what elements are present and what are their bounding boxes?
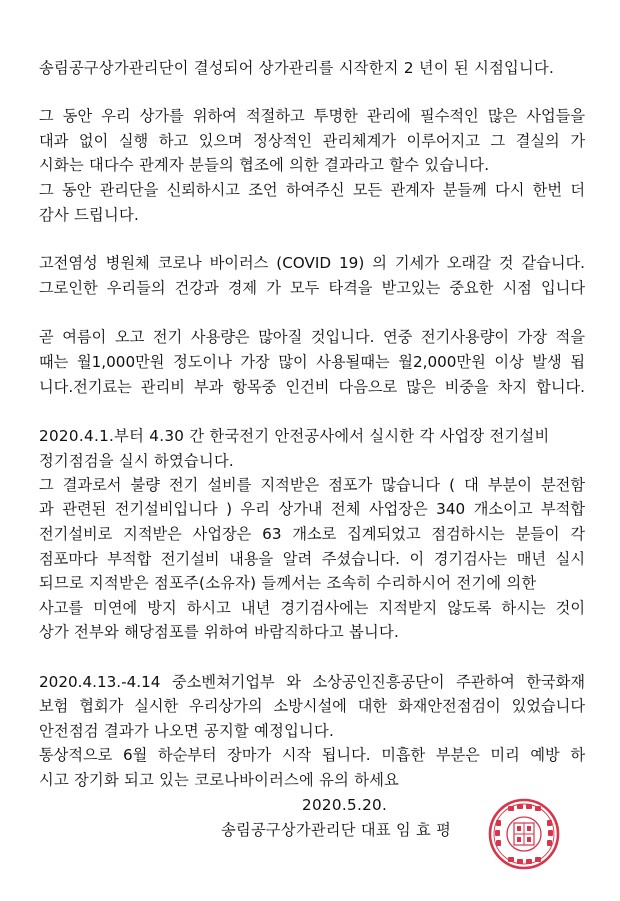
official-seal-stamp — [487, 797, 561, 871]
text-line: 2020.4.1.부터 4.30 간 한국전기 안전공사에서 실시한 각 사업장 전기설비 — [39, 427, 550, 445]
text-line: 그 동안 관리단을 신뢰하시고 조언 하여주신 모든 관계자 분들께 다시 한번 더 — [39, 181, 585, 199]
text-line: 안전점검 결과가 나오면 공지할 예정입니다. — [39, 722, 335, 740]
text-line: 전기설비로 지적받은 사업장은 63 개소로 집계되었고 점검하시는 분들이 각 — [39, 525, 585, 543]
text-line: 사고를 미연에 방지 하시고 내년 경기검사에는 지적받지 않도록 하시는 것이 — [39, 599, 585, 617]
text-line: 2020.4.13.-4.14 중소벤쳐기업부 와 소상공인진흥공단이 주관하여 한국화재 — [39, 673, 585, 691]
signature-date: 2020.5.20. — [302, 796, 388, 814]
text-line: 감사 드립니다. — [39, 206, 140, 224]
text-line: 보험 협회가 실시한 우리상가의 소방시설에 대한 화재안전점검이 있었습니다 — [39, 697, 585, 715]
text-line: 시고 장기화 되고 있는 코로나바이러스에 유의 하세요 — [39, 771, 400, 789]
text-line: 시화는 대다수 관계자 분들의 협조에 의한 결과라고 할수 있습니다. — [39, 156, 490, 174]
text-line: 정기점검을 실시 하였습니다. — [39, 452, 235, 470]
text-line: 그 동안 우리 상가를 위하여 적절하고 투명한 관리에 필수적인 많은 사업들을 — [39, 107, 585, 125]
text-line: 그 결과로서 불량 전기 설비를 지적받은 점포가 많습니다 ( 대 부분이 분전함 — [39, 476, 585, 494]
text-line: 그로인한 우리들의 건강과 경제 가 모두 타격을 받고있는 중요한 시점 입니다 — [39, 279, 585, 297]
text-line: 통상적으로 6월 하순부터 장마가 시작 됩니다. 미흡한 부분은 미리 예방 하 — [39, 746, 585, 764]
text-line: 곧 여름이 오고 전기 사용량은 많아질 것입니다. 연중 전기사용량이 가장 적을 — [39, 328, 585, 346]
text-line: 대과 없이 실행 하고 있으며 정상적인 관리체계가 이루어지고 그 결실의 가 — [39, 132, 585, 150]
signature-organization: 송림공구상가관리단 대표 임 효 평 — [221, 821, 452, 839]
text-line: 송림공구상가관리단이 결성되어 상가관리를 시작한지 2 년이 된 시점입니다. — [39, 59, 555, 77]
text-line: 점포마다 부적합 전기설비 내용을 알려 주셨습니다. 이 경기검사는 매년 실시 — [39, 550, 585, 568]
text-line: 고전염성 병원체 코로나 바이러스 (COVID 19) 의 기세가 오래갈 것 같습니다. — [39, 254, 585, 272]
text-line: 때는 월1,000만원 정도이나 가장 많이 사용될때는 월2,000만원 이상 발생 됩 — [39, 353, 585, 371]
text-line: 니다.전기료는 관리비 부과 항목중 인건비 다음으로 많은 비중을 차지 합니다. — [39, 378, 585, 396]
text-line: 되므로 지적받은 점포주(소유자) 들께서는 조속히 수리하시어 전기에 의한 — [39, 574, 537, 592]
text-line: 과 관련된 전기설비입니다 ) 우리 상가내 전체 사업장은 340 개소이고 부적합 — [39, 500, 585, 518]
text-line: 상가 전부와 해당점포를 위하여 바람직하다고 봅니다. — [39, 623, 400, 641]
